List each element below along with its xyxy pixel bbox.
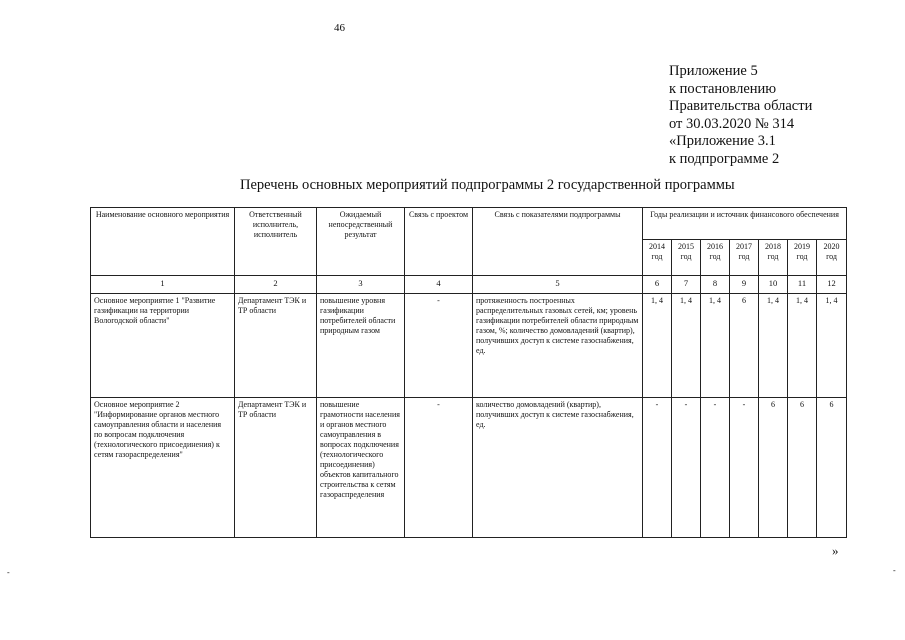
scan-mark: - xyxy=(893,566,896,575)
column-number: 3 xyxy=(317,276,405,294)
year-header: 2016 год xyxy=(701,240,730,276)
year-header: 2020 год xyxy=(817,240,847,276)
measure-executor: Департамент ТЭК и ТР области xyxy=(235,294,317,398)
year-value: 1, 4 xyxy=(788,294,817,398)
year-header: 2019 год xyxy=(788,240,817,276)
year-value: 1, 4 xyxy=(759,294,788,398)
column-number: 1 xyxy=(91,276,235,294)
column-number: 6 xyxy=(643,276,672,294)
year-value: - xyxy=(730,398,759,538)
year-header: 2018 год xyxy=(759,240,788,276)
year-value: - xyxy=(701,398,730,538)
document-title: Перечень основных мероприятий подпрограммы 2 государственной программы xyxy=(240,177,735,193)
closing-quote: » xyxy=(832,543,839,558)
year-value: 1, 4 xyxy=(817,294,847,398)
measure-indicators: количество домовладений (квартир), получивших доступ к системе газоснабжения, ед. xyxy=(473,398,643,538)
column-number: 9 xyxy=(730,276,759,294)
column-number: 2 xyxy=(235,276,317,294)
year-value: 6 xyxy=(730,294,759,398)
measures-table xyxy=(90,207,847,538)
header-indicators: Связь с показателями подпрограммы xyxy=(473,208,643,276)
header-years-group: Годы реализации и источник финансового обеспечения xyxy=(643,208,847,240)
column-number: 12 xyxy=(817,276,847,294)
appendix-block xyxy=(669,63,812,168)
appendix-line: к подпрограмме 2 xyxy=(669,150,780,167)
appendix-line: Правительства области xyxy=(669,98,813,114)
year-value: - xyxy=(643,398,672,538)
year-value: 6 xyxy=(788,398,817,538)
column-number: 8 xyxy=(701,276,730,294)
header-project: Связь с проектом xyxy=(405,208,473,276)
appendix-line: от 30.03.2020 № 314 xyxy=(669,115,795,132)
year-value: 1, 4 xyxy=(672,294,701,398)
measure-indicators: протяженность построенных распределительных газовых сетей, км; уровень газификации потребителей области природным газом, %; количество домовладений (квартир), получивших доступ к системе газоснабжения, ед. xyxy=(473,294,643,398)
measure-project: - xyxy=(405,398,473,538)
header-executor: Ответственный исполнитель, исполнитель xyxy=(235,208,317,276)
measure-executor: Департамент ТЭК и ТР области xyxy=(235,398,317,538)
year-header: 2017 год xyxy=(730,240,759,276)
measure-project: - xyxy=(405,294,473,398)
scan-mark: - xyxy=(7,568,10,577)
appendix-line: «Приложение 3.1 xyxy=(669,133,776,149)
column-number: 10 xyxy=(759,276,788,294)
year-value: 1, 4 xyxy=(701,294,730,398)
year-value: 1, 4 xyxy=(643,294,672,398)
year-value: 6 xyxy=(759,398,788,538)
table-row xyxy=(91,398,847,538)
header-result: Ожидаемый непосредственный результат xyxy=(317,208,405,276)
measure-result: повышение уровня газификации потребителей области природным газом xyxy=(317,294,405,398)
column-number: 11 xyxy=(788,276,817,294)
header-name: Наименование основного мероприятия xyxy=(91,208,235,276)
column-number: 7 xyxy=(672,276,701,294)
year-value: - xyxy=(672,398,701,538)
appendix-line: к постановлению xyxy=(669,80,777,97)
measure-name: Основное мероприятие 1 "Развитие газификации на территории Вологодской области" xyxy=(91,294,235,398)
measure-result: повышение грамотности населения и органов местного самоуправления в вопросах подключения (технологического присоединения) объектов капитального строительства к сетям газораспределения xyxy=(317,398,405,538)
column-number: 4 xyxy=(405,276,473,294)
year-header: 2014 год xyxy=(643,240,672,276)
table-row xyxy=(91,294,847,398)
column-number: 5 xyxy=(473,276,643,294)
page-number: 46 xyxy=(334,22,345,34)
appendix-line: Приложение 5 xyxy=(669,63,758,79)
year-value: 6 xyxy=(817,398,847,538)
year-header: 2015 год xyxy=(672,240,701,276)
measure-name: Основное мероприятие 2 "Информирование органов местного самоуправления области и населения по вопросам подключения (технологического присоединения) к сетям газораспределения" xyxy=(91,398,235,538)
